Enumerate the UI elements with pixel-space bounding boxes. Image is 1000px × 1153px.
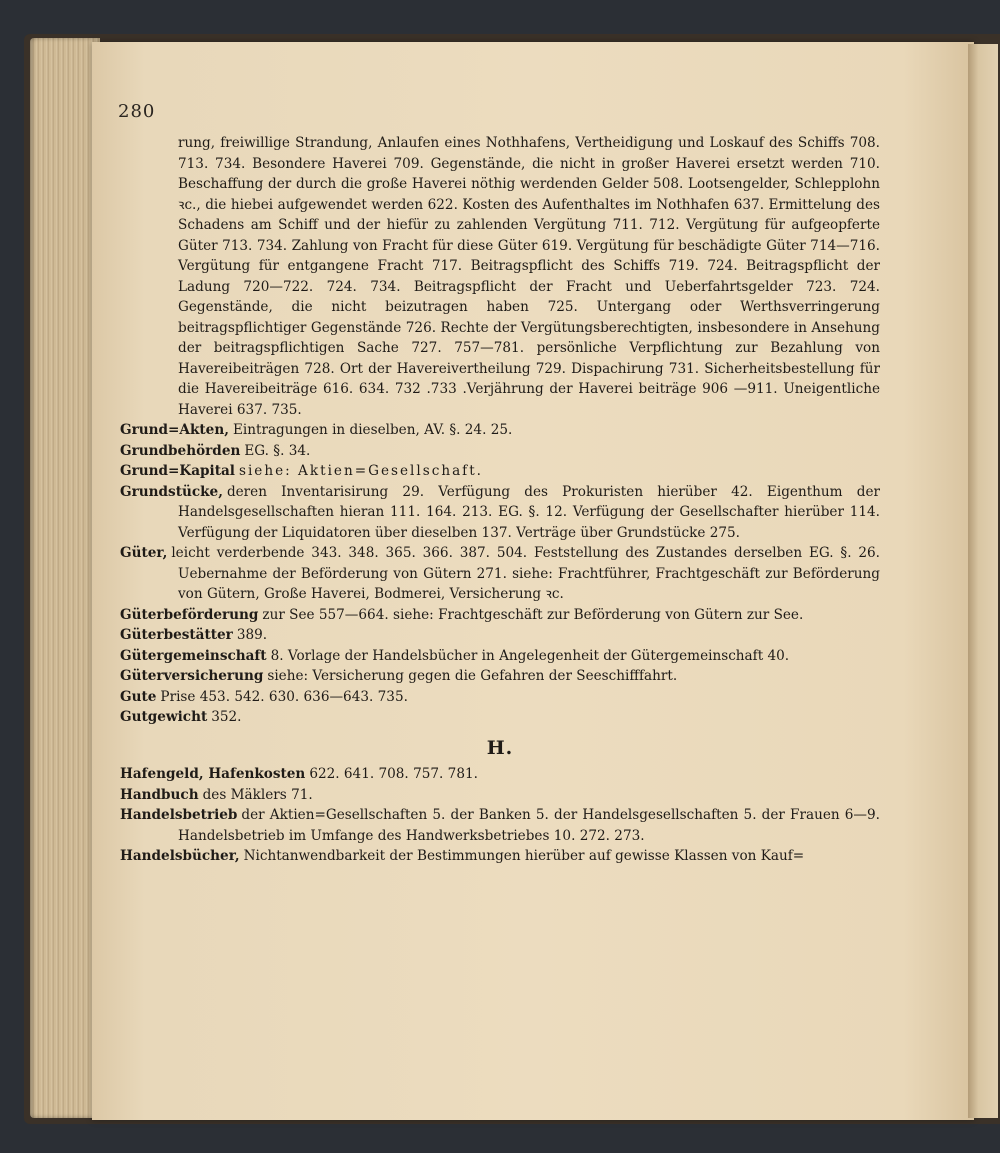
entry-head: Güterbestätter [120, 627, 233, 643]
entry-text: des Mäklers 71. [202, 786, 313, 803]
entry-text: 8. Vorlage der Handelsbücher in Angelegenheit der Gütergemeinschaft 40. [270, 647, 790, 664]
entry-head: Gute [120, 688, 157, 705]
index-entry [120, 543, 880, 605]
entry-text: Nichtanwendbarkeit der Bestimmungen hierüber auf gewisse Klassen von Kauf= [243, 848, 805, 864]
entries-g [120, 420, 880, 728]
index-entry [120, 846, 880, 867]
entry-head: Handelsbücher, [120, 848, 240, 864]
entry-head: Gütergemeinschaft [120, 647, 267, 664]
entry-head: Gutgewicht [120, 709, 208, 725]
entry-text: 352. [211, 709, 242, 725]
entry-text: Eintragungen in dieselben, AV. §. 24. 25. [232, 422, 513, 438]
entry-text: Prise 453. 542. 630. 636—643. 735. [160, 688, 408, 705]
index-entry [120, 687, 880, 708]
page-stack-edges [30, 38, 100, 1118]
entry-text: zur See 557—664. siehe: Frachtgeschäft zur Beförderung von Gütern zur See. [262, 606, 804, 623]
entry-text: 389. [236, 627, 268, 643]
index-entry [120, 666, 880, 687]
index-entry [120, 482, 880, 544]
index-entry [120, 441, 880, 462]
book-gutter [968, 44, 998, 1118]
index-entry [120, 805, 880, 846]
entry-text: deren Inventarisirung 29. Verfügung des Prokuristen hierüber 42. Eigenthum der Handelsgesellschaften hieran 111. 164. 213. EG. §. 12. Verfügung der Gesellschafter hierüber 114. Verfügung der Liquidatoren über dieselben 137. Verträge über Grundstücke 275. [178, 483, 880, 541]
index-text [120, 133, 880, 867]
index-entry [120, 646, 880, 667]
entry-head: Güter, [120, 545, 168, 561]
index-entry [120, 764, 880, 785]
entry-text: 622. 641. 708. 757. 781. [309, 766, 478, 782]
page-number: 280 [118, 101, 156, 122]
index-entry [120, 461, 880, 482]
entry-text: siehe: Aktien=Gesellschaft. [238, 463, 483, 479]
entry-head: Grund=Akten, [120, 422, 229, 438]
entry-head: Handbuch [120, 786, 199, 803]
index-entry [120, 785, 880, 806]
entry-head: Güterversicherung [120, 668, 264, 684]
index-entry [120, 605, 880, 626]
entry-text: leicht verderbende 343. 348. 365. 366. 387. 504. Feststellung des Zustandes derselben EG. §. 26. Uebernahme der Beförderung von Gütern 271. siehe: Frachtführer, Frachtgeschäft zur Beförderung von Gütern, Große Haverei, Bodmerei, Versicherung ꝛc. [171, 545, 880, 602]
index-entry [120, 420, 880, 441]
entry-head: Hafengeld, Hafenkosten [120, 766, 306, 782]
entry-head: Güterbeförderung [120, 606, 259, 623]
entry-text: der Aktien=Gesellschaften 5. der Banken 5. der Handelsgesellschaften 5. der Frauen 6—9. Handelsbetrieb im Umfange des Handwerksbetriebes 10. 272. 273. [178, 807, 880, 844]
entry-text: EG. §. 34. [244, 442, 311, 459]
continuation-paragraph: rung, freiwillige Strandung, Anlaufen eines Nothhafens, Vertheidigung und Loskauf des Schiffs 708. 713. 734. Besondere Haverei 709. Gegenstände, die nicht in großer Haverei ersetzt werden 710. Beschaffung der durch die große Haverei nöthig werdenden Gelder 508. Lootsengelder, Schlepplohn ꝛc., die hiebei aufgewendet werden 622. Kosten des Aufenthaltes im Nothhafen 637. Ermittelung des Schadens am Schiff und der hiefür zu zahlenden Vergütung 711. 712. Vergütung für aufgeopferte Güter 713. 734. Zahlung von Fracht für diese Güter 619. Vergütung für beschädigte Güter 714—716. Vergütung für entgangene Fracht 717. Beitragspflicht des Schiffs 719. 724. Beitragspflicht der Ladung 720—722. 724. 734. Beitragspflicht der Fracht und Ueberfahrtsgelder 723. 724. Gegenstände, die nicht beizutragen haben 725. Untergang oder Werthsverringerung beitragspflichtiger Gegenstände 726. Rechte der Vergütungsberechtigten, insbesondere in Ansehung der beitragspflichtigen Sache 727. 757—781. persönliche Verpflichtung zur Bezahlung von Havereibeiträgen 728. Ort der Havereivertheilung 729. Dispachirung 731. Sicherheitsbestellung für die Havereibeiträge 616. 634. 732 .733 .Verjährung der Haverei beiträge 906 —911. Uneigentliche Haverei 637. 735. [178, 135, 880, 418]
entry-head: Grund=Kapital [120, 463, 235, 479]
entry-head: Grundstücke, [120, 483, 223, 500]
index-entry [120, 707, 880, 728]
entry-head: Handelsbetrieb [120, 807, 238, 823]
section-letter-h: H. [486, 736, 514, 759]
entry-text: siehe: Versicherung gegen die Gefahren der Seeschifffahrt. [267, 668, 678, 684]
entries-h [120, 764, 880, 867]
entry-head: Grundbehörden [120, 442, 241, 459]
index-entry [120, 625, 880, 646]
